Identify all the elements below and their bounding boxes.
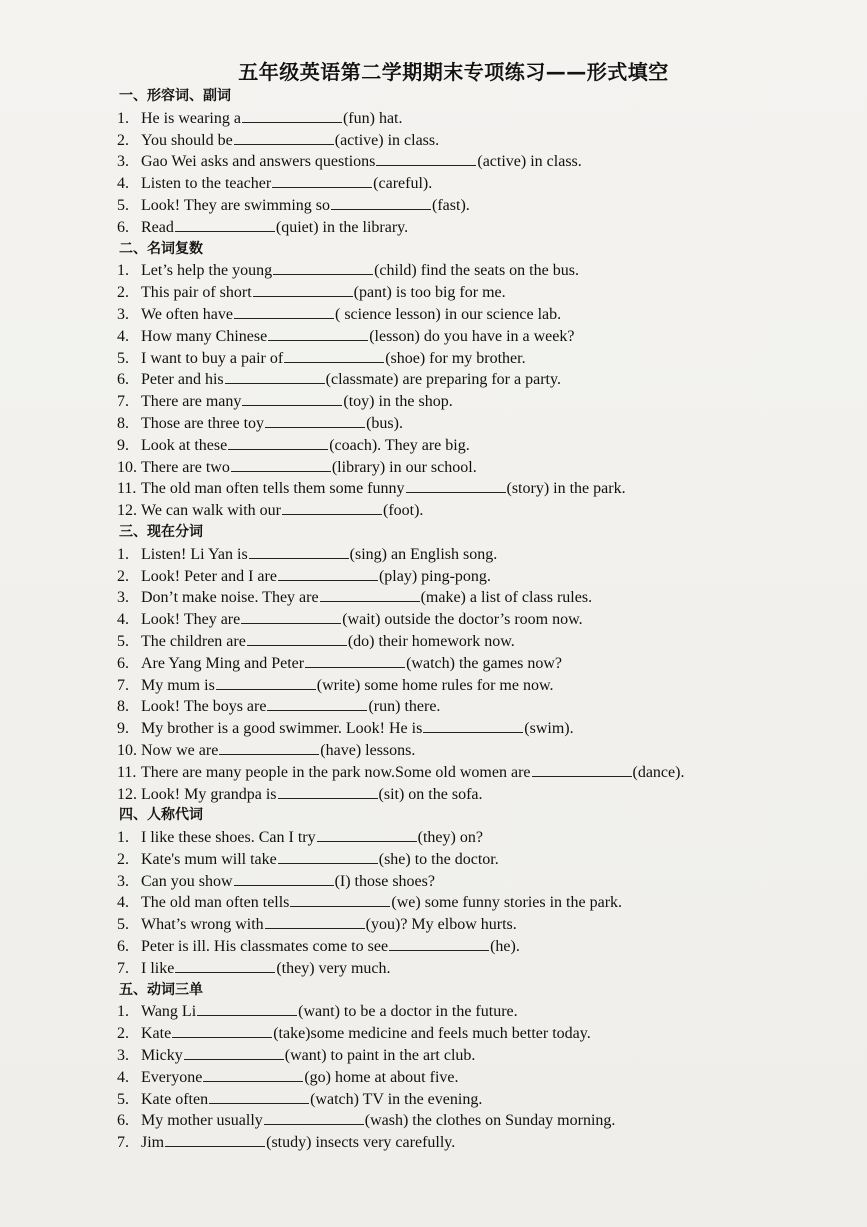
item-number: 5.: [117, 349, 129, 367]
item-text-after: (you)? My elbow hurts.: [365, 916, 517, 934]
item-number: 1.: [117, 545, 129, 563]
item-text-after: (do) their homework now.: [347, 632, 515, 650]
item-text-before: Peter is ill. His classmates come to see: [141, 938, 389, 956]
item-text-before: I like these shoes. Can I try: [141, 829, 316, 847]
item-text-before: Wang Li: [141, 1003, 197, 1021]
item-text-before: Kate: [141, 1025, 172, 1043]
answer-blank[interactable]: [423, 718, 523, 733]
exercise-item: [117, 958, 817, 980]
item-text-after: (run) there.: [368, 698, 441, 716]
item-text-before: I want to buy a pair of: [141, 349, 284, 367]
item-number: 7.: [117, 676, 129, 694]
item-text-after: (have) lessons.: [320, 741, 416, 759]
item-text-after: (coach). They are big.: [329, 436, 470, 454]
item-number: 3.: [117, 1047, 129, 1065]
item-number: 8.: [117, 698, 129, 716]
exercise-item: [117, 892, 817, 914]
item-text-before: Kate often: [141, 1090, 209, 1108]
item-number: 6.: [117, 371, 129, 389]
answer-blank[interactable]: [216, 675, 316, 690]
exercise-item: [117, 326, 817, 348]
item-number: 3.: [117, 872, 129, 890]
item-text-before: This pair of short: [141, 284, 252, 302]
item-text-before: Listen! Li Yan is: [141, 545, 248, 563]
exercise-item: [117, 1089, 817, 1111]
item-number: 6.: [117, 218, 129, 236]
answer-blank[interactable]: [290, 892, 390, 907]
item-number: 4.: [117, 175, 129, 193]
answer-blank[interactable]: [376, 151, 476, 166]
exercise-item: [117, 173, 817, 195]
answer-blank[interactable]: [242, 391, 342, 406]
exercise-item: [117, 587, 817, 609]
section-heading: 三、现在分词: [119, 523, 203, 540]
answer-blank[interactable]: [267, 696, 367, 711]
item-text-after: (fun) hat.: [342, 109, 403, 127]
exercise-item: [117, 871, 817, 893]
item-text-before: Look! My grandpa is: [141, 785, 277, 803]
answer-blank[interactable]: [242, 108, 342, 123]
answer-blank[interactable]: [268, 326, 368, 341]
answer-blank[interactable]: [165, 1132, 265, 1147]
answer-blank[interactable]: [175, 217, 275, 232]
item-number: 2.: [117, 567, 129, 585]
item-text-after: (library) in our school.: [331, 458, 477, 476]
item-text-after: (pant) is too big for me.: [353, 284, 506, 302]
item-number: 9.: [117, 720, 129, 738]
exercise-item: [117, 435, 817, 457]
answer-blank[interactable]: [175, 958, 275, 973]
exercise-item: [117, 500, 817, 522]
exercise-item: [117, 217, 817, 239]
item-number: 4.: [117, 894, 129, 912]
item-number: 4.: [117, 611, 129, 629]
exercise-item: [117, 696, 817, 718]
answer-blank[interactable]: [184, 1045, 284, 1060]
exercise-item: [117, 914, 817, 936]
item-text-before: We can walk with our: [141, 502, 281, 520]
answer-blank[interactable]: [231, 457, 331, 472]
item-text-after: (watch) the games now?: [406, 654, 563, 672]
answer-blank[interactable]: [265, 914, 365, 929]
item-number: 4.: [117, 1068, 129, 1086]
exercise-item: [117, 762, 817, 784]
exercise-item: [117, 544, 817, 566]
answer-blank[interactable]: [241, 609, 341, 624]
answer-blank[interactable]: [273, 260, 373, 275]
item-text-after: (sit) on the sofa.: [378, 785, 483, 803]
item-text-before: There are many people in the park now.Some old women are: [141, 763, 531, 781]
item-number: 1.: [117, 1003, 129, 1021]
item-text-before: The children are: [141, 632, 246, 650]
answer-blank[interactable]: [247, 631, 347, 646]
exercise-item: [117, 478, 817, 500]
section-heading: 二、名词复数: [119, 240, 203, 257]
item-text-after: (story) in the park.: [506, 480, 626, 498]
item-number: 1.: [117, 262, 129, 280]
exercise-item: [117, 369, 817, 391]
item-text-before: Kate's mum will take: [141, 850, 277, 868]
answer-blank[interactable]: [532, 762, 632, 777]
item-number: 8.: [117, 414, 129, 432]
answer-blank[interactable]: [209, 1089, 309, 1104]
item-text-after: (lesson) do you have in a week?: [369, 327, 575, 345]
item-text-before: I like: [141, 959, 175, 977]
exercise-item: [117, 130, 817, 152]
item-text-after: (want) to paint in the art club.: [284, 1047, 476, 1065]
item-number: 2.: [117, 131, 129, 149]
item-number: 5.: [117, 916, 129, 934]
exercise-item: [117, 151, 817, 173]
item-text-before: My mum is: [141, 676, 215, 694]
exercise-item: [117, 653, 817, 675]
exercise-item: [117, 849, 817, 871]
exercise-item: [117, 566, 817, 588]
answer-blank[interactable]: [225, 369, 325, 384]
answer-blank[interactable]: [197, 1001, 297, 1016]
item-number: 7.: [117, 1134, 129, 1152]
item-text-after: (swim).: [524, 720, 574, 738]
item-number: 10.: [117, 741, 137, 759]
item-text-after: (we) some funny stories in the park.: [391, 894, 623, 912]
item-text-after: (bus).: [366, 414, 403, 432]
item-number: 6.: [117, 654, 129, 672]
item-text-before: There are many: [141, 393, 242, 411]
item-text-after: (go) home at about five.: [304, 1068, 459, 1086]
answer-blank[interactable]: [278, 849, 378, 864]
item-number: 7.: [117, 959, 129, 977]
item-number: 7.: [117, 393, 129, 411]
exercise-item: [117, 740, 817, 762]
item-number: 2.: [117, 284, 129, 302]
exercise-item: [117, 260, 817, 282]
item-number: 11.: [117, 763, 137, 781]
answer-blank[interactable]: [228, 435, 328, 450]
item-text-before: How many Chinese: [141, 327, 268, 345]
section-heading: 五、动词三单: [119, 981, 203, 998]
exercise-item: [117, 304, 817, 326]
item-text-after: ( science lesson) in our science lab.: [335, 305, 562, 323]
answer-blank[interactable]: [272, 173, 372, 188]
answer-blank[interactable]: [203, 1067, 303, 1082]
answer-blank[interactable]: [331, 195, 431, 210]
item-text-before: Look at these: [141, 436, 228, 454]
item-text-before: Listen to the teacher: [141, 175, 272, 193]
exercise-item: [117, 827, 817, 849]
item-number: 9.: [117, 436, 129, 454]
answer-blank[interactable]: [389, 936, 489, 951]
item-number: 1.: [117, 829, 129, 847]
item-text-after: (they) very much.: [276, 959, 391, 977]
exercise-item: [117, 675, 817, 697]
answer-blank[interactable]: [305, 653, 405, 668]
item-text-after: (active) in class.: [477, 153, 582, 171]
item-text-after: (shoe) for my brother.: [385, 349, 526, 367]
item-number: 1.: [117, 109, 129, 127]
exercise-item: [117, 282, 817, 304]
exercise-item: [117, 784, 817, 806]
item-text-after: (active) in class.: [334, 131, 440, 149]
item-number: 5.: [117, 632, 129, 650]
section-heading: 一、形容词、副词: [119, 88, 231, 104]
item-text-after: (child) find the seats on the bus.: [374, 262, 579, 280]
item-number: 2.: [117, 1025, 129, 1043]
exercise-item: [117, 1023, 817, 1045]
exercise-item: [117, 391, 817, 413]
item-text-before: Look! They are swimming so: [141, 196, 331, 214]
page-title: 五年级英语第二学期期末专项练习——形式填空: [238, 60, 669, 84]
answer-blank[interactable]: [265, 413, 365, 428]
exercise-item: [117, 1110, 817, 1132]
exercise-item: [117, 609, 817, 631]
item-text-after: (take)some medicine and feels much better today.: [273, 1025, 591, 1043]
item-text-after: (dance).: [632, 763, 685, 781]
item-number: 5.: [117, 1090, 129, 1108]
item-text-after: (study) insects very carefully.: [266, 1134, 456, 1152]
item-text-after: (he).: [490, 938, 520, 956]
item-text-after: (make) a list of class rules.: [420, 589, 593, 607]
item-text-after: (watch) TV in the evening.: [310, 1090, 483, 1108]
item-number: 11.: [117, 480, 137, 498]
item-text-before: The old man often tells: [141, 894, 290, 912]
item-text-before: My mother usually: [141, 1112, 263, 1130]
answer-blank[interactable]: [253, 282, 353, 297]
item-number: 12.: [117, 785, 137, 803]
item-text-after: (wash) the clothes on Sunday morning.: [364, 1112, 616, 1130]
item-text-before: We often have: [141, 305, 233, 323]
item-text-after: (I) those shoes?: [334, 872, 435, 890]
answer-blank[interactable]: [234, 871, 334, 886]
item-number: 12.: [117, 502, 137, 520]
exercise-item: [117, 718, 817, 740]
exercise-item: [117, 457, 817, 479]
item-text-after: (she) to the doctor.: [378, 850, 499, 868]
answer-blank[interactable]: [264, 1110, 364, 1125]
item-number: 4.: [117, 327, 129, 345]
item-number: 3.: [117, 153, 129, 171]
exercise-item: [117, 1001, 817, 1023]
answer-blank[interactable]: [282, 500, 382, 515]
exercise-item: [117, 108, 817, 130]
item-number: 3.: [117, 589, 129, 607]
answer-blank[interactable]: [219, 740, 319, 755]
item-text-before: Jim: [141, 1134, 165, 1152]
item-number: 6.: [117, 1112, 129, 1130]
item-text-after: (want) to be a doctor in the future.: [298, 1003, 518, 1021]
item-text-after: (classmate) are preparing for a party.: [325, 371, 561, 389]
item-text-before: The old man often tells them some funny: [141, 480, 405, 498]
item-text-after: (foot).: [383, 502, 424, 520]
answer-blank[interactable]: [284, 348, 384, 363]
item-text-after: (wait) outside the doctor’s room now.: [342, 611, 583, 629]
exercise-item: [117, 631, 817, 653]
exercise-item: [117, 1045, 817, 1067]
answer-blank[interactable]: [249, 544, 349, 559]
exercise-item: [117, 413, 817, 435]
item-text-after: (play) ping-pong.: [378, 567, 491, 585]
item-text-before: What’s wrong with: [141, 916, 264, 934]
exercise-list: [117, 86, 817, 1154]
item-text-before: Everyone: [141, 1068, 203, 1086]
answer-blank[interactable]: [234, 130, 334, 145]
item-text-before: Gao Wei asks and answers questions: [141, 153, 376, 171]
item-text-before: There are two: [141, 458, 230, 476]
answer-blank[interactable]: [320, 587, 420, 602]
item-text-before: Can you show: [141, 872, 233, 890]
item-text-before: Look! They are: [141, 611, 241, 629]
item-text-after: (quiet) in the library.: [275, 218, 409, 236]
item-text-before: Look! The boys are: [141, 698, 267, 716]
item-number: 2.: [117, 850, 129, 868]
item-text-after: (toy) in the shop.: [343, 393, 453, 411]
item-text-after: (sing) an English song.: [349, 545, 498, 563]
section-heading: 四、人称代词: [119, 807, 203, 824]
answer-blank[interactable]: [234, 304, 334, 319]
item-text-before: Look! Peter and I are: [141, 567, 277, 585]
answer-blank[interactable]: [278, 784, 378, 799]
item-text-before: He is wearing a: [141, 109, 241, 127]
item-text-before: You should be: [141, 131, 233, 149]
item-text-after: (write) some home rules for me now.: [316, 676, 554, 694]
item-text-before: Those are three toy: [141, 414, 265, 432]
exercise-item: [117, 195, 817, 217]
item-text-before: Micky: [141, 1047, 183, 1065]
item-text-before: Don’t make noise. They are: [141, 589, 319, 607]
item-number: 6.: [117, 938, 129, 956]
exercise-item: [117, 1132, 817, 1154]
exercise-item: [117, 348, 817, 370]
item-text-before: Are Yang Ming and Peter: [141, 654, 305, 672]
item-text-before: Peter and his: [141, 371, 224, 389]
item-number: 3.: [117, 305, 129, 323]
exercise-item: [117, 936, 817, 958]
item-text-before: Let’s help the young: [141, 262, 273, 280]
answer-blank[interactable]: [172, 1023, 272, 1038]
exercise-item: [117, 1067, 817, 1089]
item-text-before: Read: [141, 218, 174, 236]
item-text-before: Now we are: [141, 741, 219, 759]
item-text-after: (they) on?: [417, 829, 483, 847]
item-text-before: My brother is a good swimmer. Look! He is: [141, 720, 423, 738]
answer-blank[interactable]: [406, 478, 506, 493]
item-number: 10.: [117, 458, 137, 476]
item-number: 5.: [117, 196, 129, 214]
answer-blank[interactable]: [317, 827, 417, 842]
item-text-after: (fast).: [432, 196, 470, 214]
answer-blank[interactable]: [278, 566, 378, 581]
item-text-after: (careful).: [373, 175, 433, 193]
